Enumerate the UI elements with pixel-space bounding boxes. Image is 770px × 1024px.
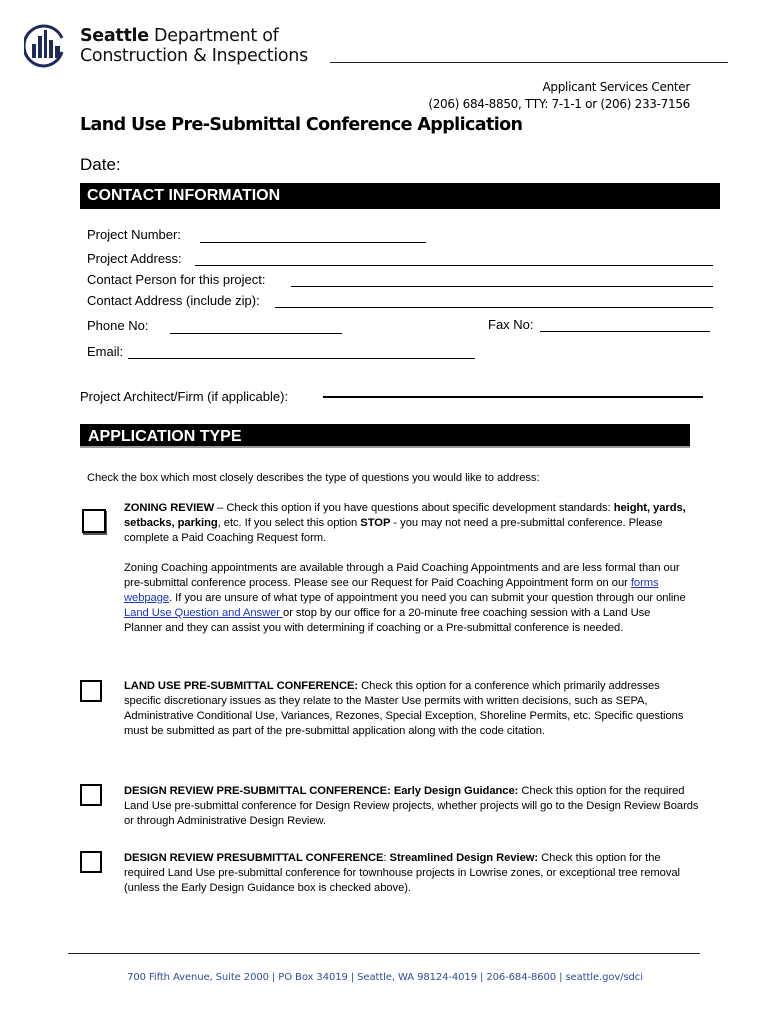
sdr-colon: : — [383, 852, 390, 864]
zoning-stop: STOP — [360, 517, 391, 529]
coaching-text-2: . If you are unsure of what type of appointment you need you can submit your question through our online — [169, 592, 686, 604]
sdr-subtitle: Streamlined Design Review: — [389, 852, 539, 864]
forms-webpage-link[interactable]: forms webpage — [124, 577, 659, 604]
project-address-field[interactable] — [195, 265, 713, 266]
early-design-guidance-checkbox[interactable] — [80, 784, 102, 806]
streamlined-design-review-checkbox[interactable] — [80, 851, 102, 873]
logo-city: Seattle — [80, 26, 149, 46]
contact-section-heading: CONTACT INFORMATION — [80, 183, 720, 209]
project-number-field[interactable] — [200, 242, 426, 243]
land-use-text: Check this option for a conference which primarily addresses specific discretionary issues as they relate to the Master Use permits with written decisions, such as SEPA, Administrative Conditional Use, Variances, Rezones, Special Exception, Shoreline Permits, etc. Specific questions must be submitted as part of the pre-submittal application along with the code citation. — [124, 680, 684, 737]
contact-office — [428, 79, 690, 113]
edg-title: DESIGN REVIEW PRE-SUBMITTAL CONFERENCE: Early Design Guidance: — [124, 785, 519, 797]
zoning-review-option — [124, 501, 696, 636]
zoning-title: ZONING REVIEW — [124, 502, 215, 514]
zoning-review-checkbox[interactable] — [82, 509, 106, 533]
instruction-text: Check the box which most closely describes the type of questions you would like to address: — [87, 472, 540, 484]
email-field[interactable] — [128, 358, 475, 359]
email-label: Email: — [87, 344, 124, 359]
office-name: Applicant Services Center — [542, 80, 690, 94]
contact-address-label: Contact Address (include zip): — [87, 293, 260, 308]
project-number-label: Project Number: — [87, 227, 181, 242]
project-address-label: Project Address: — [87, 251, 182, 266]
contact-person-field[interactable] — [291, 286, 713, 287]
date-label: Date: — [80, 155, 121, 174]
logo-dept: Department of — [154, 26, 279, 46]
office-phones: (206) 684-8850, TTY: 7-1-1 or (206) 233-7156 — [428, 97, 690, 111]
zoning-text-2: , etc. If you select this option — [217, 517, 361, 529]
edg-text: Check this option for the required Land Use pre-submittal conference for Design Review projects, whether projects will go to the Design Review Boards or through Administrative Design Review. — [124, 785, 699, 827]
header-rule — [330, 62, 728, 63]
fax-label: Fax No: — [488, 317, 534, 332]
application-section-heading: APPLICATION TYPE — [80, 424, 690, 448]
zoning-text-3: - you may not need a pre-submittal conference. Please complete a Paid Coaching Request form. — [124, 517, 663, 544]
sdr-text: Check this option for the required Land Use pre-submittal conference for townhouse projects in Lowrise zones, or exceptional tree removal (unless the Early Design Guidance box is checked above). — [124, 852, 680, 894]
phone-field[interactable] — [170, 333, 342, 334]
phone-label: Phone No: — [87, 318, 149, 333]
coaching-text-3: or stop by our office for a 20-minute free coaching session with a Land Use Planner and they can assist you with determining if coaching or a Pre-submittal conference is needed. — [124, 607, 651, 634]
contact-person-label: Contact Person for this project: — [87, 272, 266, 287]
fax-field[interactable] — [540, 331, 710, 332]
logo-division: Construction & Inspections — [80, 46, 308, 66]
contact-address-field[interactable] — [275, 307, 713, 308]
coaching-text-1: Zoning Coaching appointments are available through a Paid Coaching Appointments and are less formal than our pre-submittal conference process. Please see our Request for Paid Coaching Appointment form on our — [124, 562, 680, 589]
early-design-guidance-option — [124, 784, 704, 829]
zoning-text-1: – Check this option if you have questions about specific development standards: — [214, 502, 614, 514]
architect-label: Project Architect/Firm (if applicable): — [80, 389, 289, 404]
footer-address: 700 Fifth Avenue, Suite 2000 | PO Box 34019 | Seattle, WA 98124-4019 | 206-684-8600 | seattle.gov/sdci — [127, 972, 643, 983]
department-logo-text — [80, 26, 308, 66]
footer-rule — [68, 953, 700, 954]
architect-field[interactable] — [323, 396, 703, 398]
land-use-presubmittal-checkbox[interactable] — [80, 680, 102, 702]
page-title: Land Use Pre-Submittal Conference Application — [80, 115, 523, 135]
streamlined-design-review-option — [124, 851, 700, 896]
zoning-standards: height, yards, setbacks, parking — [124, 502, 686, 529]
land-use-title: LAND USE PRE-SUBMITTAL CONFERENCE: — [124, 680, 359, 692]
sdr-title: DESIGN REVIEW PRESUBMITTAL CONFERENCE — [124, 852, 384, 864]
land-use-qa-link[interactable]: Land Use Question and Answer — [124, 607, 284, 619]
land-use-presubmittal-option — [124, 679, 698, 739]
seattle-skyline-icon — [24, 24, 64, 68]
